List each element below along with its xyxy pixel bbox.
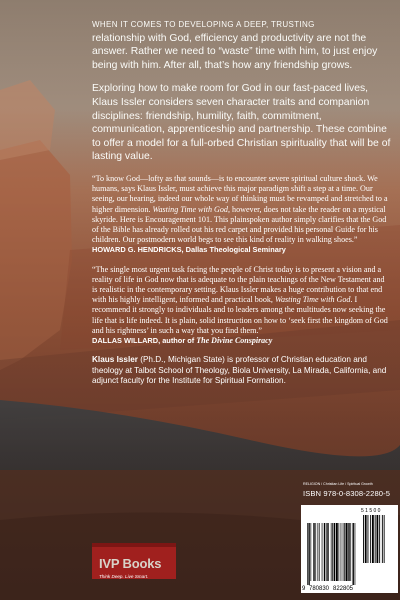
endorsement-book-title: Wasting Time with God — [152, 204, 228, 214]
isbn-label: ISBN 978-0-8308-2280-5 — [303, 489, 391, 498]
endorsement-attribution: HOWARD G. HENDRICKS, Dallas Theological Seminary — [92, 245, 286, 255]
back-cover-text — [92, 18, 392, 387]
barcode-bars — [307, 523, 355, 585]
endorsement-attribution — [92, 336, 272, 345]
barcode-digits-group1: 780830 — [309, 586, 330, 592]
barcode-graphic — [301, 505, 398, 593]
author-bio — [92, 355, 392, 387]
endorsement-hendricks — [92, 174, 392, 256]
endorsement-text: “The single most urgent task facing the people of Christ today is to present a vision and a reality of life in God now that is adequate to the plain teachings of the New Testament and is realistic in the contemporary setting. Klaus Issler makes a huge contribution to that end with his highly intelligent, informed and practical book, — [92, 264, 385, 305]
lead-paragraph — [92, 18, 392, 72]
bisac-category: RELIGION / Christian Life / Spiritual Growth — [303, 482, 373, 486]
barcode-addon-bars — [363, 515, 385, 563]
lead-text: relationship with God, efficiency and productivity are not the answer. Rather we need to “waste” time with him, to just enjoy being with him. After all, that’s how any friendship grows. — [92, 32, 378, 71]
publisher-name: IVP Books — [99, 556, 162, 571]
lead-small-caps: WHEN IT COMES TO DEVELOPING A DEEP, TRUSTING — [92, 20, 315, 29]
publisher-tagline: Think Deep. Live Smart. — [99, 574, 149, 579]
endorsement-book-title: Wasting Time with God — [274, 295, 351, 305]
publisher-logo — [92, 543, 176, 589]
description-paragraph: Exploring how to make room for God in our fast-paced lives, Klaus Issler considers seven character traits and companion disciplines: friendship, humility, faith, commitment, communication, apprenticeship and partnership. These combine to offer a model for a full-orbed Christian spirituality that will be of lasting value. — [92, 83, 391, 163]
endorsement-text: , however, does not take the reader on a mystical skyride. Here is Encouragement 101. This plainspoken author simply clarifies that the God of the Bible has already rolled out his red carpet and provided his personal Guide for his children. Our postmodern world begs to see this kind of reality in walking shoes.” — [92, 204, 387, 245]
barcode-digit-left: 9 — [302, 586, 306, 592]
endorsement-text: “To know God—lofty as that sounds—is to encounter severe spiritual culture shock. We humans, says Klaus Issler, must achieve this major paradigm shift a step at a time. Our seeing, our hearing, indeed our whole way of thinking must be revamped and stretched to a higher dimension. — [92, 173, 388, 214]
isbn-barcode — [301, 505, 398, 593]
barcode-price-digits: 5 1 5 0 0 — [361, 508, 381, 514]
barcode-digits-group2: 822805 — [333, 586, 354, 592]
endorsement-text: . I recommend it strongly to individuals and to leaders among the multitudes now seeking the life that is life indeed. It is plain, solid instruction on how to ‘seek first the kingdom of God and his rightness’ in such a way that you find them.” — [92, 295, 388, 335]
author-name: Klaus Issler — [92, 355, 138, 365]
attribution-name: DALLAS WILLARD, author of — [92, 335, 197, 345]
endorsement-willard — [92, 265, 392, 347]
attribution-work-title: The Divine Conspiracy — [196, 335, 273, 345]
author-bio-text: (Ph.D., Michigan State) is professor of Christian education and theology at Talbot School of Theology, Biola University, La Mirada, California, and adjunct faculty for the Institute for Spiritual Formation. — [92, 355, 387, 386]
